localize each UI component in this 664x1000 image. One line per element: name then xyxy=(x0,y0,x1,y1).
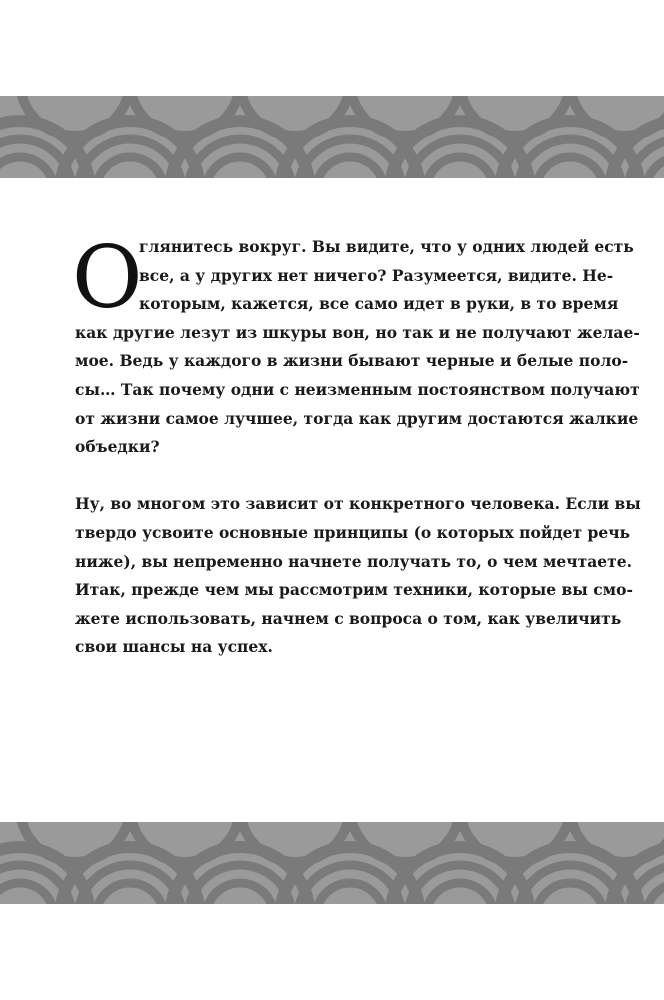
body-text xyxy=(72,228,641,662)
text-line: как другие лезут из шкуры вон, но так и не получают желае- xyxy=(75,322,640,342)
arc-ornament xyxy=(130,822,240,862)
arc-ornament xyxy=(460,822,570,862)
text-line: твердо усвоите основные принципы (о которых пойдет речь xyxy=(75,522,631,542)
text-line: объедки? xyxy=(75,437,160,457)
arc-ornament xyxy=(96,157,164,178)
drop-cap: О xyxy=(72,228,143,328)
arc-ornament xyxy=(206,157,274,178)
arc-ornament xyxy=(130,96,240,136)
text-line: мое. Ведь у каждого в жизни бывают черные и белые поло- xyxy=(75,351,629,371)
arc-ornament xyxy=(0,883,54,904)
arc-ornament xyxy=(240,822,350,862)
arc-pattern-bottom xyxy=(0,822,664,904)
arc-ornament xyxy=(0,157,54,178)
arc-ornament xyxy=(96,883,164,904)
arc-ornament xyxy=(240,96,350,136)
text-line: от жизни самое лучшее, тогда как другим достаются жалкие xyxy=(75,408,639,428)
text-line: Итак, прежде чем мы рассмотрим техники, которые вы смо- xyxy=(75,580,633,600)
decorative-band-top xyxy=(0,96,664,178)
text-line: глянитесь вокруг. Вы видите, что у одних людей есть xyxy=(139,237,634,256)
arc-ornament xyxy=(536,883,604,904)
arc-ornament xyxy=(20,96,130,136)
paragraph-1 xyxy=(72,228,640,462)
arc-ornament xyxy=(460,96,570,136)
arc-ornament xyxy=(350,822,460,862)
arc-ornament xyxy=(646,157,664,178)
decorative-band-bottom xyxy=(0,822,664,904)
arc-ornament xyxy=(316,157,384,178)
arc-ornament xyxy=(536,157,604,178)
text-line: ниже), вы непременно начнете получать то, о чем мечтаете. xyxy=(75,551,633,571)
arc-ornament xyxy=(426,157,494,178)
text-line: которым, кажется, все само идет в руки, в то время xyxy=(139,294,619,314)
arc-ornament xyxy=(316,883,384,904)
arc-ornament xyxy=(426,883,494,904)
text-line: жете использовать, начнем с вопроса о том, как увеличить xyxy=(75,608,622,628)
arc-ornament xyxy=(206,883,274,904)
text-line: сы… Так почему одни с неизменным постоянством получают xyxy=(75,379,640,399)
arc-ornament xyxy=(20,822,130,862)
arc-ornament xyxy=(646,883,664,904)
arc-ornament xyxy=(350,96,460,136)
arc-pattern-top xyxy=(0,96,664,178)
paragraph-2 xyxy=(75,490,641,662)
text-line: свои шансы на успех. xyxy=(75,637,273,657)
text-line: все, а у других нет ничего? Разумеется, видите. Не- xyxy=(139,265,614,285)
text-line: Ну, во многом это зависит от конкретного человека. Если вы xyxy=(75,494,641,514)
